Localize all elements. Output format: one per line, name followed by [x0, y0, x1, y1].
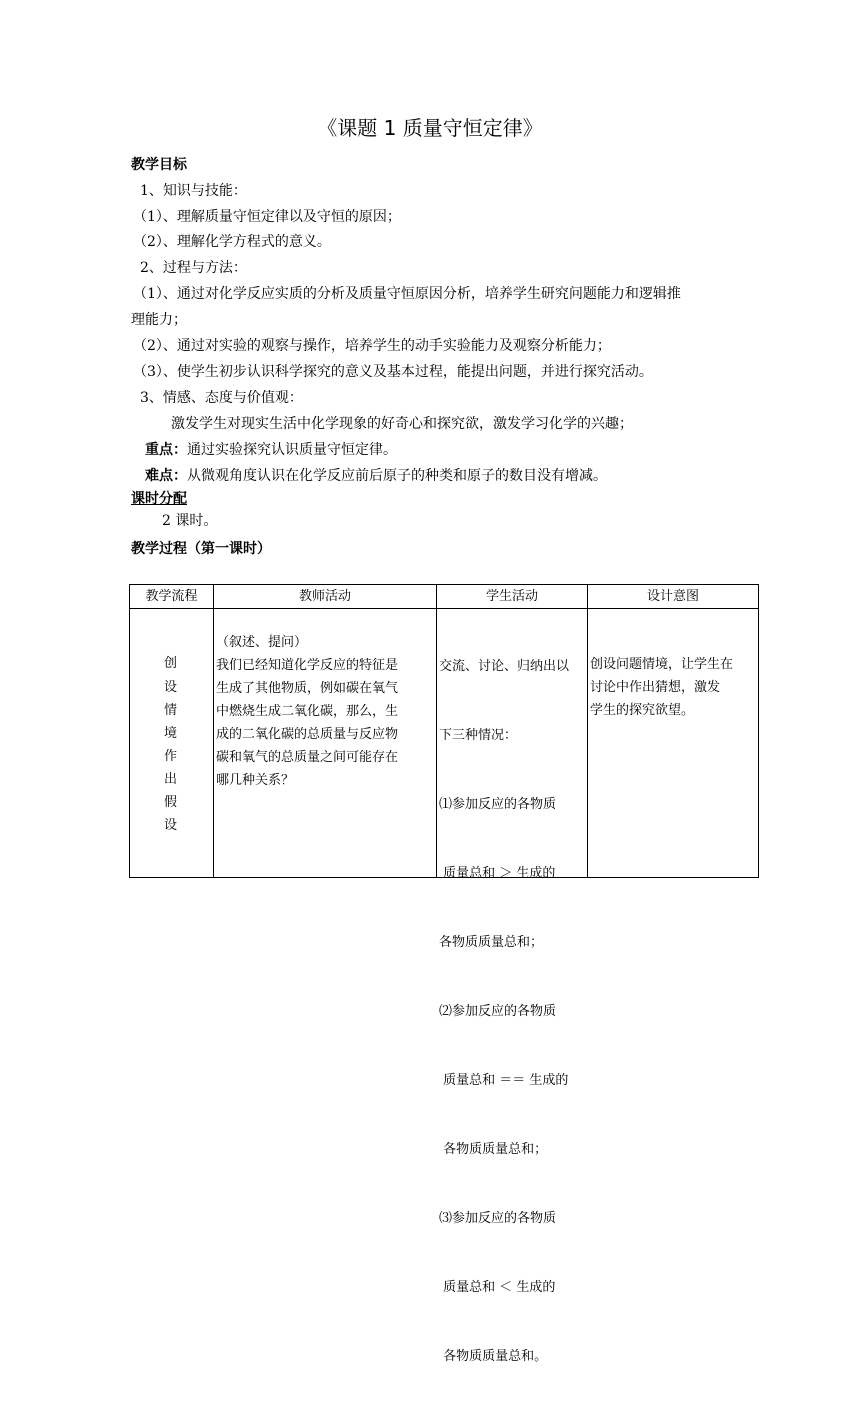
- schedule-text: 2 课时。: [162, 513, 218, 529]
- objective-line: 激发学生对现实生活中化学现象的好奇心和探究欲，激发学习化学的兴趣；: [171, 416, 633, 432]
- flow-char: 境: [164, 726, 178, 741]
- page-title: 《课题 1 质量守恒定律》: [317, 116, 543, 140]
- teacher-line: 中燃烧生成二氧化碳，那么，生: [216, 704, 399, 719]
- header-student: 学生活动: [485, 589, 538, 604]
- student-line: ⑵参加反应的各物质: [439, 1004, 557, 1019]
- objective-line: 3、情感、态度与价值观：: [140, 390, 303, 406]
- intent-line: 讨论中作出猜想，激发: [590, 680, 721, 695]
- teacher-line: 我们已经知道化学反应的特征是: [216, 658, 399, 673]
- teacher-line: （叙述、提问）: [216, 635, 308, 650]
- student-line: 质量总和 ＝＝ 生成的: [439, 1073, 569, 1088]
- design-intent: [590, 653, 733, 722]
- flow-char: 作: [164, 749, 178, 764]
- objective-line: （2）、通过对实验的观察与操作，培养学生的动手实验能力及观察分析能力；: [133, 338, 611, 354]
- student-line: 各物质质量总和；: [439, 1142, 548, 1157]
- intent-line: 创设问题情境，让学生在: [590, 657, 734, 672]
- student-line: 交流、讨论、归纳出以: [439, 659, 570, 674]
- header-flow: 教学流程: [145, 589, 198, 604]
- header-teacher: 教师活动: [298, 589, 351, 604]
- difficulty-label: 难点：: [145, 468, 187, 484]
- student-line: ⑴参加反应的各物质: [439, 797, 557, 812]
- difficulty: [145, 469, 607, 483]
- intent-line: 学生的探究欲望。: [590, 703, 695, 718]
- student-line: 质量总和 ＞ 生成的: [439, 866, 556, 881]
- flow-char: 设: [164, 818, 178, 833]
- teacher-line: 碳和氧气的总质量之间可能存在: [216, 750, 399, 765]
- process-table: [129, 584, 759, 1364]
- objective-line: （2）、理解化学方程式的意义。: [133, 234, 331, 250]
- student-line: ⑶参加反应的各物质: [439, 1211, 557, 1226]
- flow-char: 创: [164, 656, 178, 671]
- objective-line: 2、过程与方法：: [140, 260, 247, 276]
- process-heading: 教学过程（第一课时）: [131, 541, 271, 557]
- schedule-heading: 课时分配: [131, 491, 187, 507]
- student-line: 各物质质量总和。: [439, 1349, 548, 1364]
- objective-line: （1）、通过对化学反应实质的分析及质量守恒原因分析，培养学生研究问题能力和逻辑推: [133, 286, 681, 302]
- flow-char: 出: [164, 772, 178, 787]
- key-point-label: 重点：: [145, 442, 187, 458]
- student-line: 下三种情况：: [439, 728, 518, 743]
- header-intent: 设计意图: [646, 589, 699, 604]
- objective-line: 理能力；: [131, 312, 187, 328]
- flow-char: 设: [164, 680, 178, 695]
- student-line: 质量总和 ＜ 生成的: [439, 1280, 556, 1295]
- student-activity: [439, 609, 569, 1414]
- teacher-line: 成的二氧化碳的总质量与反应物: [216, 727, 399, 742]
- objective-line: （3）、使学生初步认识科学探究的意义及基本过程，能提出问题，并进行探究活动。: [133, 364, 653, 380]
- teacher-activity: [216, 631, 398, 792]
- objective-line: 1、知识与技能：: [140, 183, 247, 199]
- teacher-line: 生成了其他物质，例如碳在氧气: [216, 681, 399, 696]
- flow-char: 假: [164, 795, 178, 810]
- teacher-line: 哪几种关系？: [216, 773, 295, 788]
- flow-char: 情: [164, 703, 178, 718]
- objective-line: （1）、理解质量守恒定律以及守恒的原因；: [133, 209, 401, 225]
- student-line: 各物质质量总和；: [439, 935, 544, 950]
- objectives-heading: 教学目标: [131, 157, 187, 173]
- key-point-text: 通过实验探究认识质量守恒定律。: [187, 442, 397, 458]
- difficulty-text: 从微观角度认识在化学反应前后原子的种类和原子的数目没有增减。: [187, 468, 607, 484]
- key-point: [145, 443, 397, 457]
